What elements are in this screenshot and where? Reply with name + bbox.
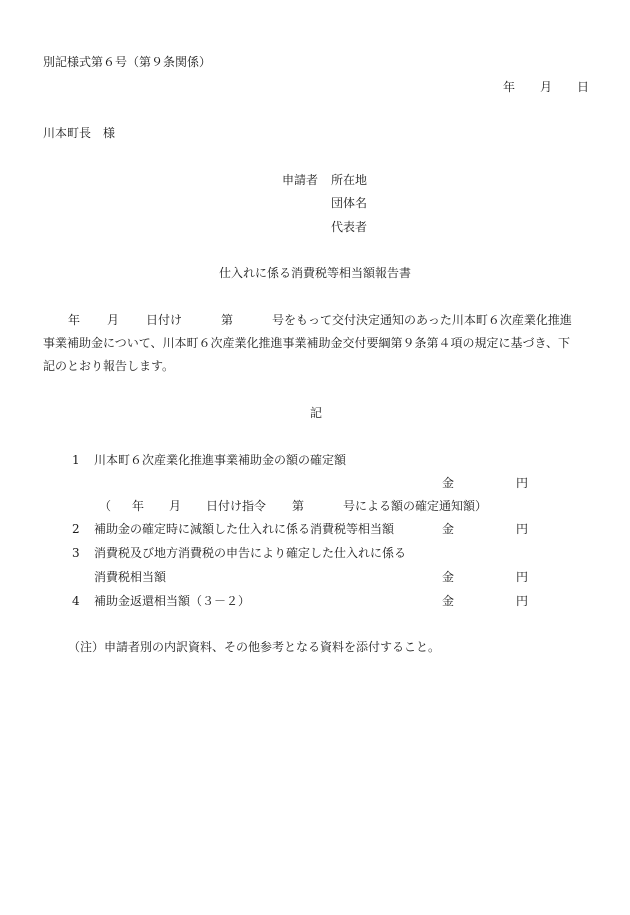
date-month: 月 [540, 80, 553, 94]
body-year: 年 [68, 313, 81, 327]
item-3-text: 消費税及び地方消費税の申告により確定した仕入れに係る [94, 546, 407, 560]
item-3-text-2: 消費税相当額 [94, 570, 167, 584]
item-1-yen: 円 [516, 476, 529, 490]
ki-heading: 記 [310, 406, 323, 420]
applicant-org-label: 団体名 [331, 196, 368, 210]
item-4-text: 補助金返還相当額（３－２） [94, 594, 251, 608]
applicant-address-label: 所在地 [331, 173, 368, 187]
item-2-text: 補助金の確定時に減額した仕入れに係る消費税等相当額 [94, 522, 395, 536]
body-date: 日付け [146, 313, 183, 327]
item-4-kin: 金 [442, 594, 455, 608]
addressee: 川本町長 様 [43, 126, 116, 140]
applicant-label: 申請者 [282, 173, 319, 187]
item-3-kin: 金 [442, 570, 455, 584]
item-1-text: 川本町６次産業化推進事業補助金の額の確定額 [94, 453, 347, 467]
note1-month: 月 [169, 499, 182, 513]
attachment-note: （注）申請者別の内訳資料、その他参考となる資料を添付すること。 [68, 640, 441, 654]
date-day: 日 [577, 80, 590, 94]
body-line-3: 記のとおり報告します。 [43, 359, 175, 373]
form-number: 別記様式第６号（第９条関係） [43, 55, 212, 69]
applicant-rep-label: 代表者 [331, 220, 368, 234]
item-2-yen: 円 [516, 522, 529, 536]
note1-open: （ [99, 499, 112, 513]
item-2-number: 2 [72, 522, 80, 536]
note1-year: 年 [132, 499, 145, 513]
date-year: 年 [503, 80, 516, 94]
item-3-number: 3 [72, 546, 80, 560]
item-4-yen: 円 [516, 594, 529, 608]
item-4-number: 4 [72, 594, 80, 608]
item-1-number: 1 [72, 453, 80, 467]
note1-date: 日付け指令 [206, 499, 267, 513]
body-month: 月 [107, 313, 120, 327]
body-line-2: 事業補助金について、川本町６次産業化推進事業補助金交付要綱第９条第４項の規定に基づき、下 [43, 336, 571, 350]
body-dai: 第 [221, 313, 234, 327]
item-2-kin: 金 [442, 522, 455, 536]
item-1-kin: 金 [442, 476, 455, 490]
note1-rest: 号による額の確定通知額） [343, 499, 488, 513]
item-3-yen: 円 [516, 570, 529, 584]
body-line-1-rest: 号をもって交付決定通知のあった川本町６次産業化推進 [272, 313, 572, 327]
document-title: 仕入れに係る消費税等相当額報告書 [219, 266, 412, 280]
note1-dai: 第 [292, 499, 305, 513]
